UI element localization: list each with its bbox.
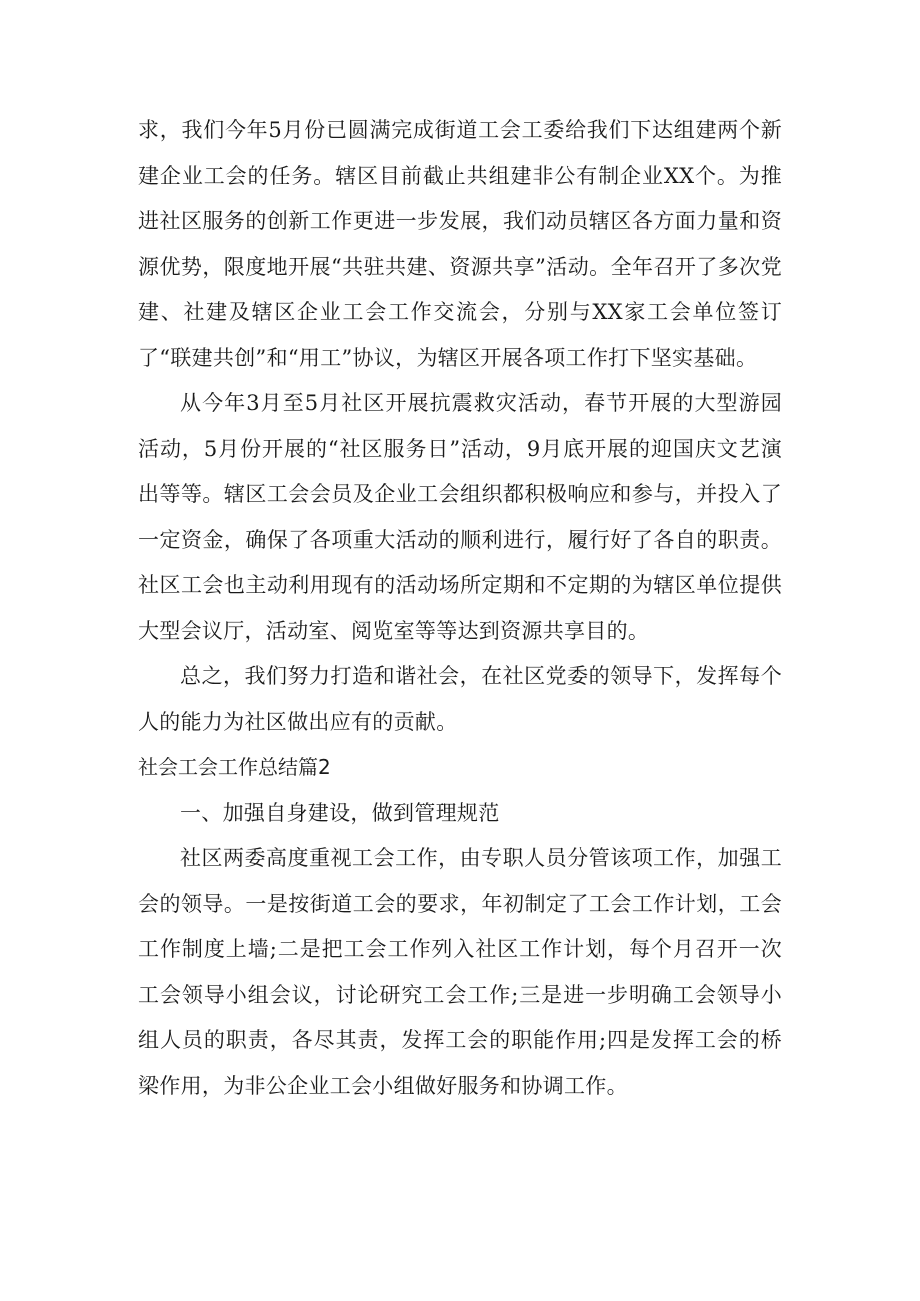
paragraph-continuation: 求，我们今年5月份已圆满完成街道工会工委给我们下达组建两个新建企业工会的任务。辖区目前截止共组建非公有制企业XX个。为推进社区服务的创新工作更进一步发展，我们动员辖区各方面力量和资源优势，限度地开展“共驻共建、资源共享”活动。全年召开了多次党建、社建及辖区企业工会工作交流会，分别与XX家工会单位签订了“联建共创”和“用工”协议，为辖区开展各项工作打下坚实基础。 (138, 118, 782, 370)
paragraph-activities: 从今年3月至5月社区开展抗震救灾活动，春节开展的大型游园活动，5月份开展的“社区服务日”活动，9月底开展的迎国庆文艺演出等等。辖区工会会员及企业工会组织都积极响应和参与，并投入了一定资金，确保了各项重大活动的顺利进行，履行好了各自的职责。社区工会也主动利用现有的活动场所定期和不定期的为辖区单位提供大型会议厅，活动室、阅览室等等达到资源共享目的。 (138, 391, 782, 643)
document-body (138, 108, 782, 1109)
section-subheading: 一、加强自身建设，做到管理规范 (180, 800, 500, 825)
paragraph-conclusion: 总之，我们努力打造和谐社会，在社区党委的领导下，发挥每个人的能力为社区做出应有的贡献。 (138, 664, 782, 734)
section-title: 社会工会工作总结篇2 (138, 755, 331, 779)
paragraph-self-construction: 社区两委高度重视工会工作，由专职人员分管该项工作，加强工会的领导。一是按街道工会的要求，年初制定了工会工作计划，工会工作制度上墙;二是把工会工作列入社区工作计划，每个月召开一次工会领导小组会议，讨论研究工会工作;三是进一步明确工会领导小组人员的职责，各尽其责，发挥工会的职能作用;四是发挥工会的桥梁作用，为非公企业工会小组做好服务和协调工作。 (138, 846, 782, 1098)
